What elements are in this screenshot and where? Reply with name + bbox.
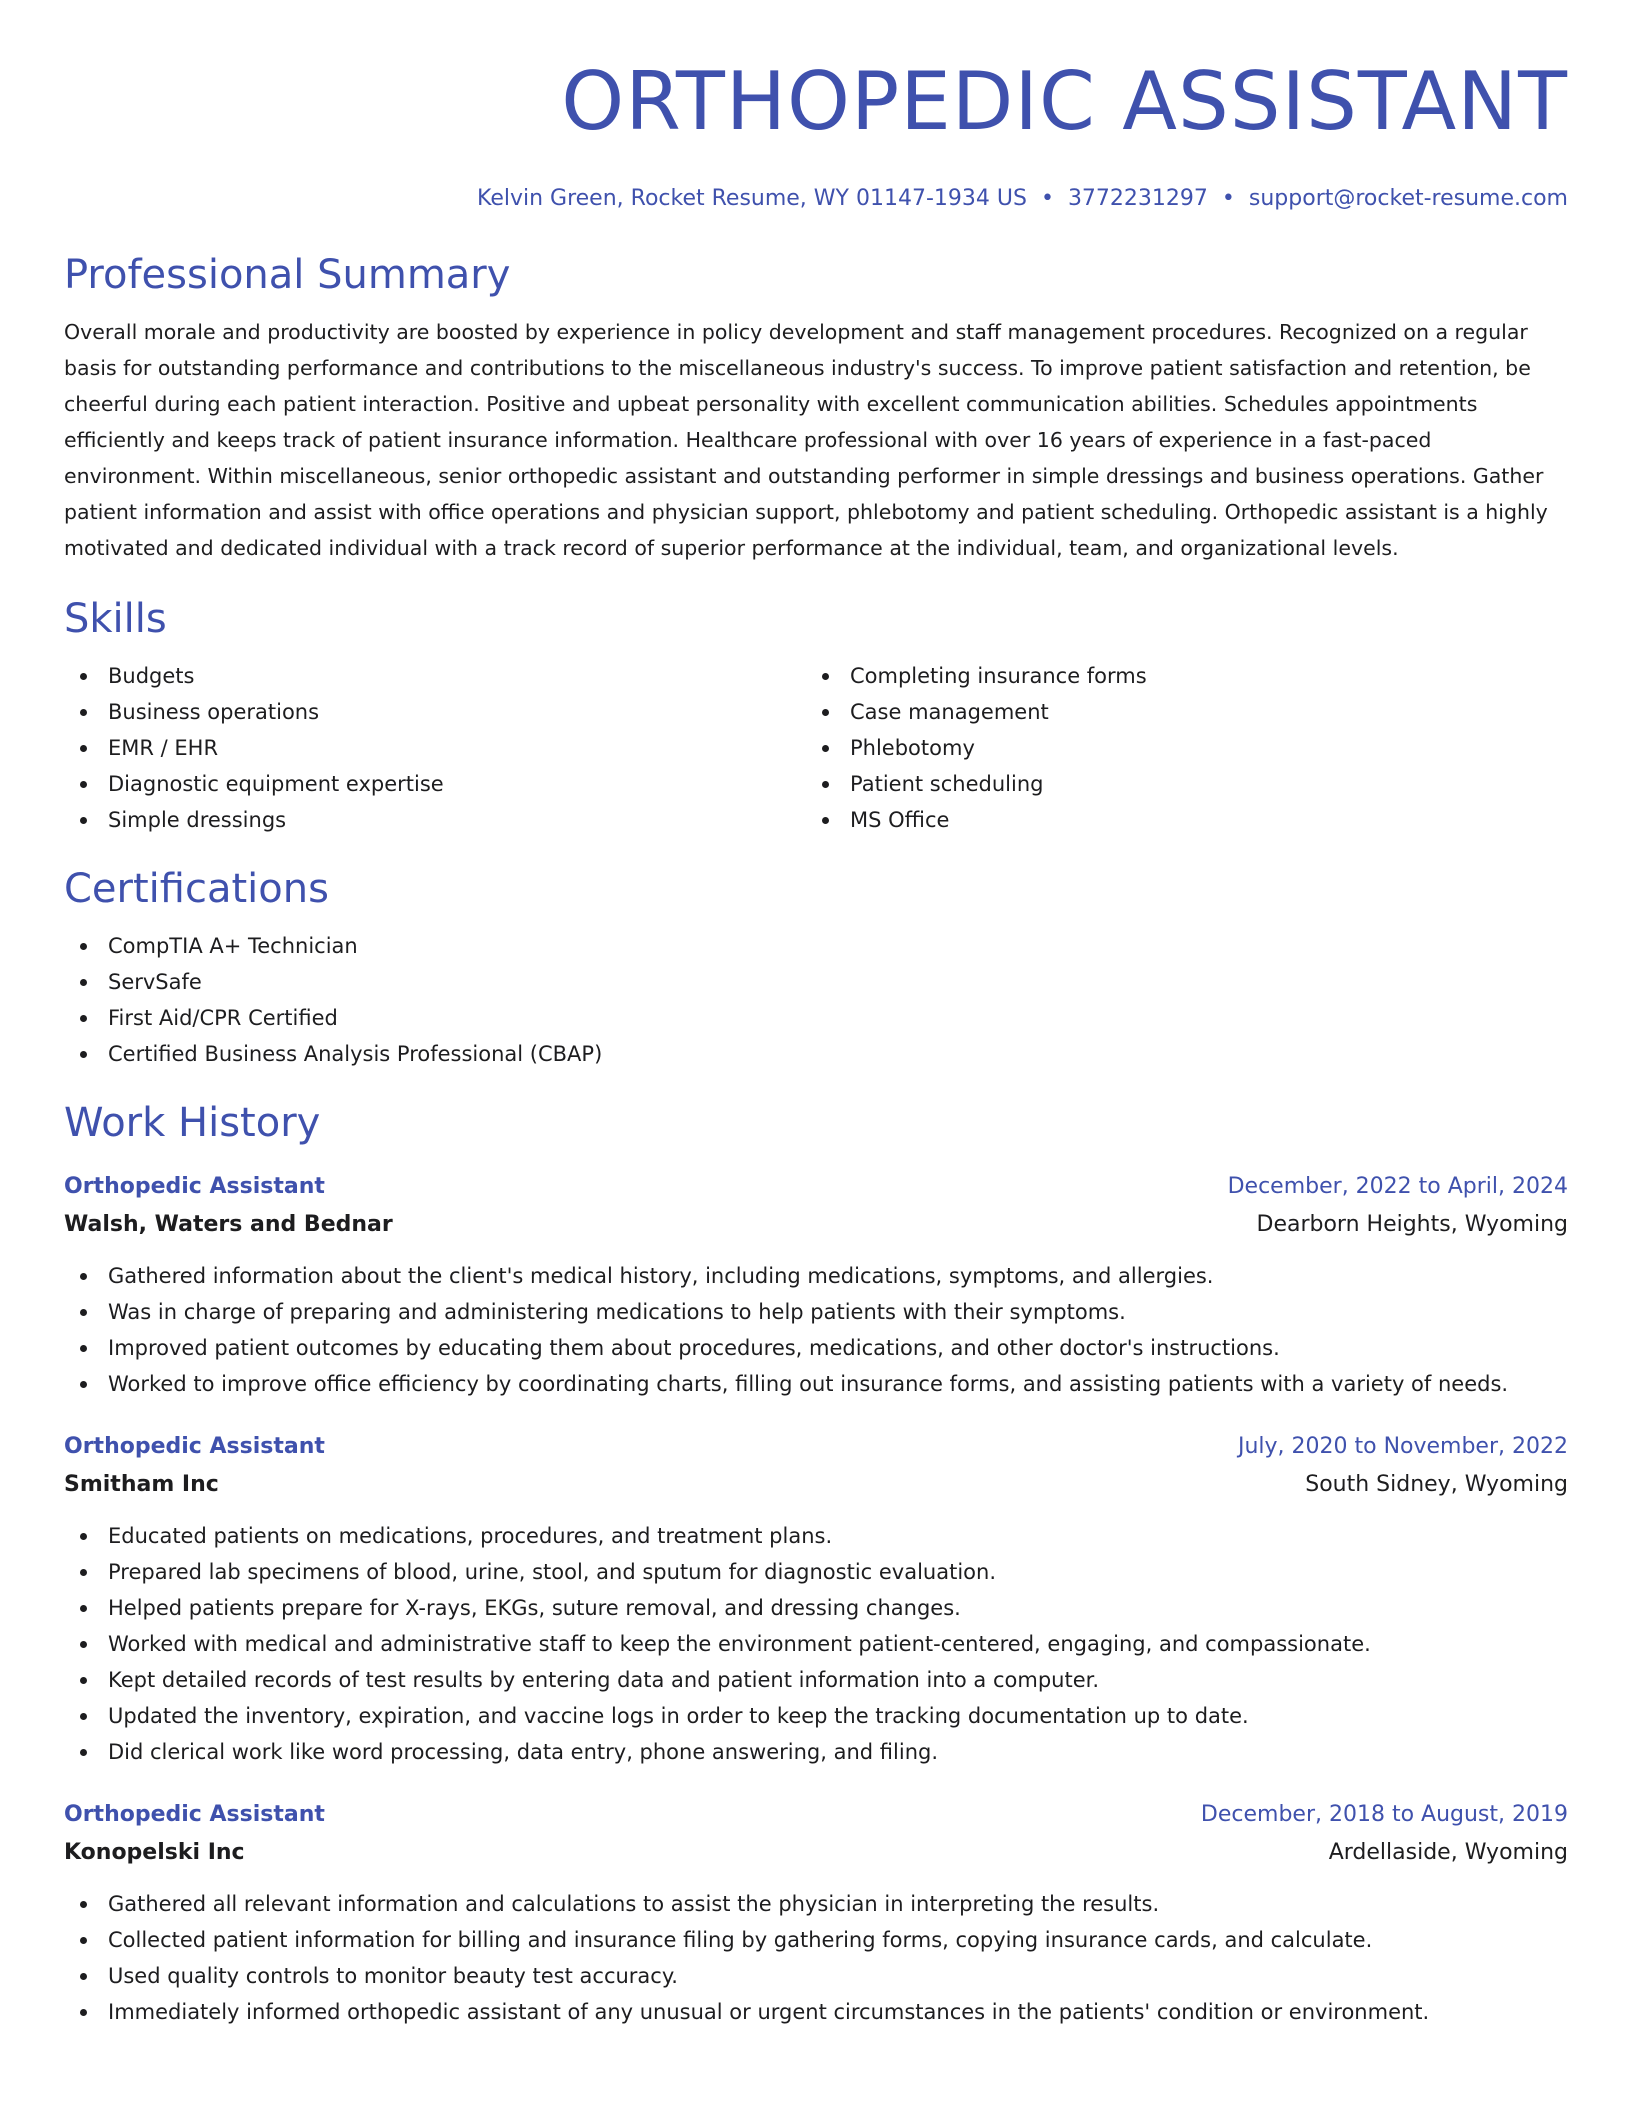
certification-item: Certified Business Analysis Professional (CBAP) bbox=[64, 1036, 1568, 1072]
job-employer-row bbox=[64, 1834, 1568, 1872]
contact-line bbox=[64, 184, 1568, 214]
job-title: Orthopedic Assistant bbox=[64, 1434, 325, 1459]
contact-separator: • bbox=[1040, 186, 1054, 211]
summary-text: Overall morale and productivity are boosted by experience in policy development and staff management procedures. Recognized on a regular basis for outstanding performance and contributions to the miscellaneous industry's success. To improve patient satisfaction and retention, be cheerful during each patient interaction. Positive and upbeat personality with excellent communication abilities. Schedules appointments efficiently and keeps track of patient insurance information. Healthcare professional with over 16 years of experience in a fast-paced environment. Within miscellaneous, senior orthopedic assistant and outstanding performer in simple dressings and business operations. Gather patient information and assist with office operations and physician support, phlebotomy and patient scheduling. Orthopedic assistant is a highly motivated and dedicated individual with a track record of superior performance at the individual, team, and organizational levels. bbox=[64, 320, 1548, 560]
job-dates: December, 2018 to August, 2019 bbox=[1200, 1802, 1568, 1827]
skill-item: Case management bbox=[806, 694, 1548, 730]
certifications-heading: Certifications bbox=[64, 866, 329, 912]
job-duty-item: Improved patient outcomes by educating them about procedures, medications, and other doctor's instructions. bbox=[64, 1330, 1568, 1366]
certification-item: CompTIA A+ Technician bbox=[64, 928, 1568, 964]
skill-item: Simple dressings bbox=[64, 802, 806, 838]
job-employer-row bbox=[64, 1206, 1568, 1244]
contact-address: Kelvin Green, Rocket Resume, WY 01147-1934 US bbox=[476, 186, 1027, 211]
job-duties-list bbox=[64, 1258, 1568, 1402]
skill-item: Budgets bbox=[64, 658, 806, 694]
skill-item: EMR / EHR bbox=[64, 730, 806, 766]
job-duty-item: Gathered information about the client's medical history, including medications, symptoms, and allergies. bbox=[64, 1258, 1568, 1294]
job-duty-item: Worked to improve office efficiency by coordinating charts, filling out insurance forms, and assisting patients with a variety of needs. bbox=[64, 1366, 1568, 1402]
job-duty-item: Did clerical work like word processing, data entry, phone answering, and filing. bbox=[64, 1734, 1568, 1770]
job-duty-item: Updated the inventory, expiration, and vaccine logs in order to keep the tracking documentation up to date. bbox=[64, 1698, 1568, 1734]
certification-item: ServSafe bbox=[64, 964, 1568, 1000]
contact-phone: 3772231297 bbox=[1067, 186, 1208, 211]
page-title: ORTHOPEDIC ASSISTANT bbox=[561, 55, 1568, 148]
skill-item: Completing insurance forms bbox=[806, 658, 1548, 694]
job-title: Orthopedic Assistant bbox=[64, 1174, 325, 1199]
job-duty-item: Prepared lab specimens of blood, urine, stool, and sputum for diagnostic evaluation. bbox=[64, 1554, 1568, 1590]
job-duty-item: Educated patients on medications, procedures, and treatment plans. bbox=[64, 1518, 1568, 1554]
skills-list-right bbox=[806, 658, 1548, 838]
skill-item: MS Office bbox=[806, 802, 1548, 838]
work-history-heading: Work History bbox=[64, 1100, 321, 1146]
job-duty-item: Helped patients prepare for X-rays, EKGs, suture removal, and dressing changes. bbox=[64, 1590, 1568, 1626]
skill-item: Phlebotomy bbox=[806, 730, 1548, 766]
job-company: Walsh, Waters and Bednar bbox=[64, 1212, 393, 1237]
job-duties-list bbox=[64, 1518, 1568, 1770]
job-title: Orthopedic Assistant bbox=[64, 1802, 325, 1827]
contact-separator: • bbox=[1221, 186, 1235, 211]
job-entry bbox=[64, 1796, 1568, 2030]
contact-email: support@rocket-resume.com bbox=[1248, 186, 1568, 211]
job-duty-item: Was in charge of preparing and administering medications to help patients with their symptoms. bbox=[64, 1294, 1568, 1330]
job-company: Konopelski Inc bbox=[64, 1840, 245, 1865]
job-company: Smitham Inc bbox=[64, 1472, 219, 1497]
job-duty-item: Kept detailed records of test results by entering data and patient information into a computer. bbox=[64, 1662, 1568, 1698]
job-location: Dearborn Heights, Wyoming bbox=[1256, 1212, 1568, 1237]
skill-item: Business operations bbox=[64, 694, 806, 730]
job-location: Ardellaside, Wyoming bbox=[1328, 1840, 1568, 1865]
certifications-list bbox=[64, 928, 1568, 1072]
certification-item: First Aid/CPR Certified bbox=[64, 1000, 1568, 1036]
job-duty-item: Immediately informed orthopedic assistant of any unusual or urgent circumstances in the patients' condition or environment. bbox=[64, 1994, 1568, 2030]
job-header-row bbox=[64, 1428, 1568, 1466]
job-duty-item: Used quality controls to monitor beauty test accuracy. bbox=[64, 1958, 1568, 1994]
job-entry bbox=[64, 1168, 1568, 1402]
job-duties-list bbox=[64, 1886, 1568, 2030]
summary-heading: Professional Summary bbox=[64, 252, 511, 298]
job-header-row bbox=[64, 1168, 1568, 1206]
job-header-row bbox=[64, 1796, 1568, 1834]
job-dates: December, 2022 to April, 2024 bbox=[1227, 1174, 1568, 1199]
skills-list-left bbox=[64, 658, 806, 838]
job-employer-row bbox=[64, 1466, 1568, 1504]
job-entry bbox=[64, 1428, 1568, 1770]
job-duty-item: Worked with medical and administrative staff to keep the environment patient-centered, engaging, and compassionate. bbox=[64, 1626, 1568, 1662]
skills-columns bbox=[64, 658, 1568, 838]
skills-heading: Skills bbox=[64, 596, 167, 642]
job-duty-item: Gathered all relevant information and calculations to assist the physician in interpreting the results. bbox=[64, 1886, 1568, 1922]
skill-item: Diagnostic equipment expertise bbox=[64, 766, 806, 802]
job-dates: July, 2020 to November, 2022 bbox=[1237, 1434, 1568, 1459]
skill-item: Patient scheduling bbox=[806, 766, 1548, 802]
job-duty-item: Collected patient information for billing and insurance filing by gathering forms, copying insurance cards, and calculate. bbox=[64, 1922, 1568, 1958]
job-location: South Sidney, Wyoming bbox=[1305, 1472, 1568, 1497]
